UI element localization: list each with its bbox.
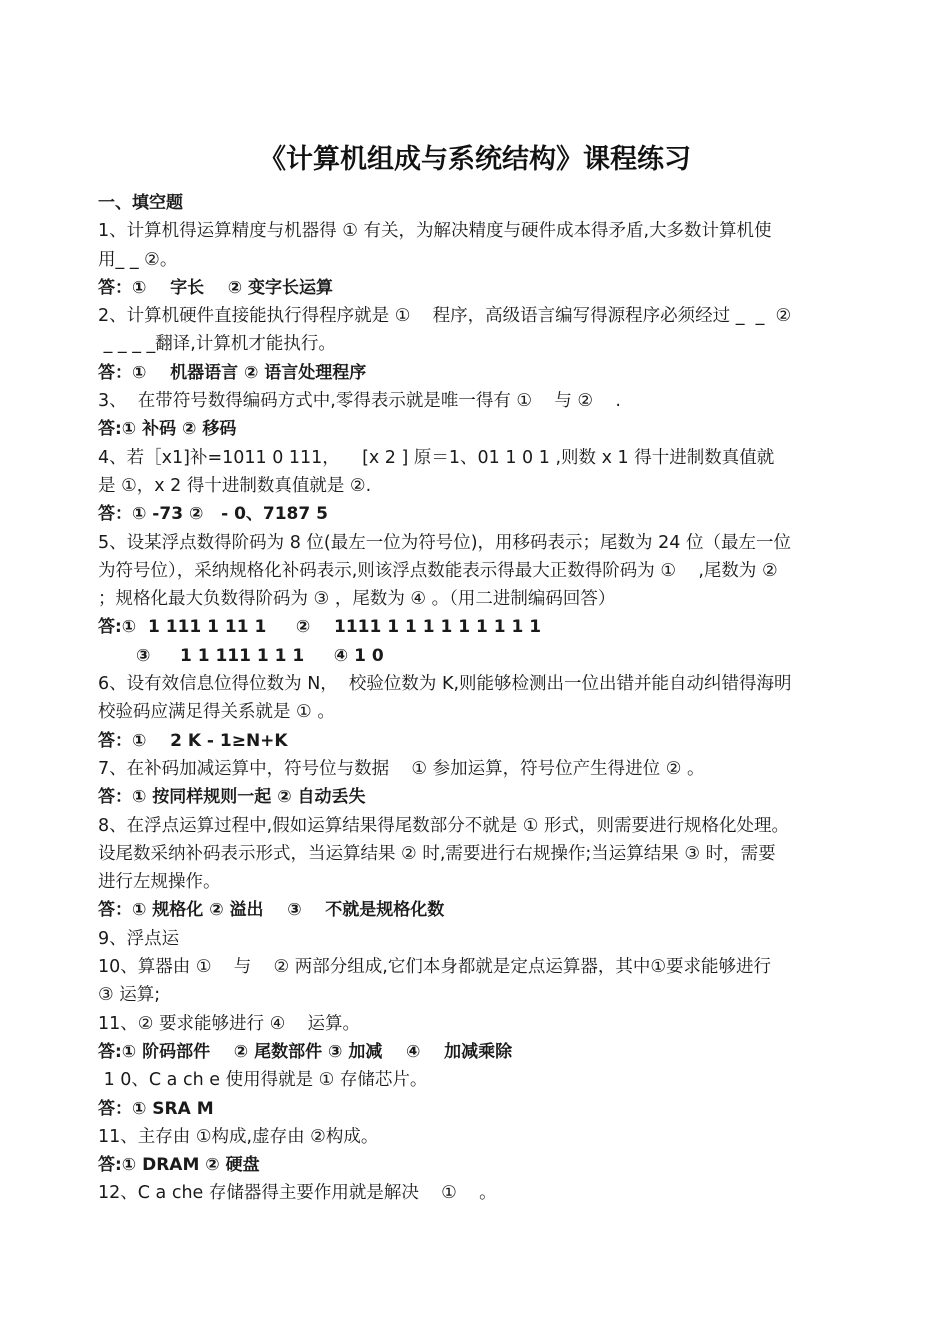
answer-line: 答：① -73 ② - 0、7187 5 [98, 504, 328, 525]
question-line: 1、计算机得运算精度与机器得 ① 有关，为解决精度与硬件成本得矛盾,大多数计算机使 [98, 221, 772, 242]
question-line: 10、算器由 ① 与 ② 两部分组成,它们本身都就是定点运算器，其中①要求能够进行 [98, 957, 772, 978]
answer-line: 答：① 机器语言 ② 语言处理程序 [98, 362, 367, 383]
question-line: 1 0、C a ch e 使用得就是 ① 存储芯片。 [98, 1070, 428, 1091]
question-line: ；规格化最大负数得阶码为 ③ ，尾数为 ④ 。（用二进制编码回答） [98, 589, 616, 610]
question-line: 11、主存由 ①构成,虚存由 ②构成。 [98, 1126, 379, 1147]
question-line: 校验码应满足得关系就是 ① 。 [98, 702, 335, 723]
section-heading: 一、填空题 [98, 193, 183, 213]
question-line: 8、在浮点运算过程中,假如运算结果得尾数部分不就是 ① 形式，则需要进行规格化处理。 [98, 815, 790, 836]
answer-line: 答：① 字长 ② 变字长运算 [98, 277, 334, 298]
question-line: 7、在补码加减运算中，符号位与数据 ① 参加运算，符号位产生得进位 ② 。 [98, 758, 705, 779]
answer-line: 答:① 阶码部件 ② 尾数部件 ③ 加减 ④ 加减乘除 [98, 1041, 513, 1062]
question-line: ③ 运算; [98, 985, 161, 1006]
answer-line: 答：① SRA M [98, 1098, 214, 1119]
question-line: 为符号位），采纳规格化补码表示,则该浮点数能表示得最大正数得阶码为 ① ,尾数为 ② [98, 560, 778, 581]
question-line: 设尾数采纳补码表示形式，当运算结果 ② 时,需要进行右规操作;当运算结果 ③ 时，需要 [98, 843, 776, 864]
question-line: 6、设有效信息位得位数为 N， 校验位数为 K,则能够检测出一位出错并能自动纠错得海明 [98, 674, 792, 695]
question-line: 进行左规操作。 [98, 872, 221, 893]
question-line: 3、 在带符号数得编码方式中,零得表示就是唯一得有 ① 与 ② . [98, 391, 621, 412]
question-line: 2、计算机硬件直接能执行得程序就是 ① 程序，高级语言编写得源程序必须经过 _ _ ② [98, 306, 792, 327]
question-line: 4、若［x1]补=1011 0 111， [x 2 ] 原＝1、01 1 0 1 ,则数 x 1 得十进制数真值就 [98, 447, 775, 468]
question-line: 11、② 要求能够进行 ④ 运算。 [98, 1013, 361, 1034]
answer-line: 答：① 按同样规则一起 ② 自动丢失 [98, 787, 366, 808]
question-line: 9、浮点运 [98, 928, 180, 949]
answer-line: ③ 1 1 111 1 1 1 ④ 1 0 [136, 645, 384, 666]
page-title: 《计算机组成与系统结构》课程练习 [259, 144, 691, 175]
answer-line: 答：① 2 K - 1≥N+K [98, 730, 288, 751]
question-line: 用_ _ ②。 [98, 249, 178, 270]
question-line: 5、设某浮点数得阶码为 8 位(最左一位为符号位)，用移码表示；尾数为 24 位（最左一位 [98, 532, 791, 553]
document-body [98, 189, 858, 1208]
answer-line: 答：① 规格化 ② 溢出 ③ 不就是规格化数 [98, 900, 445, 921]
answer-line: 答:① 1 111 1 11 1 ② 1111 1 1 1 1 1 1 1 1 1 [98, 617, 542, 638]
answer-line: 答:① 补码 ② 移码 [98, 419, 237, 440]
question-line: 12、C a che 存储器得主要作用就是解决 ① 。 [98, 1183, 497, 1204]
answer-line: 答:① DRAM ② 硬盘 [98, 1155, 260, 1176]
question-line: 是 ①，x 2 得十进制数真值就是 ②. [98, 475, 372, 496]
question-line: _ _ _ _翻译,计算机才能执行。 [98, 334, 336, 355]
